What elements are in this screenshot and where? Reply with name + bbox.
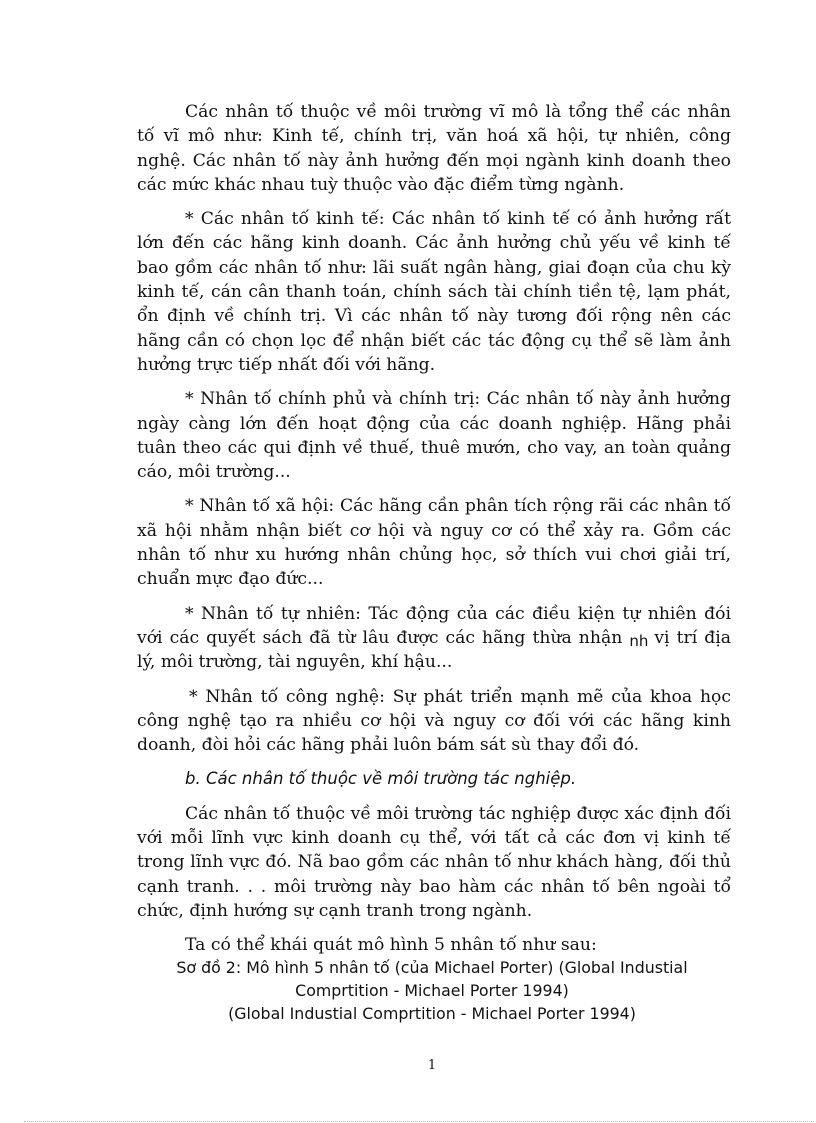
paragraph-five-forces-intro: Ta có thể khái quát mô hình 5 nhân tố như sau: — [185, 935, 597, 956]
caption-line-2: Comprtition - Michael Porter 1994) — [295, 981, 569, 1001]
natural-factors-text-end: vị trí địa lý, môi trường, tài nguyên, khí hậu... — [137, 627, 731, 673]
page-number: 1 — [427, 1058, 437, 1073]
paragraph-government-political-factors: * Nhân tố chính phủ và chính trị: Các nhân tố này ảnh hưởng ngày càng lớn đến hoạt động của các doanh nghiệp. Hãng phải tuân theo các qui định về thuế, thuê mướn, cho vay, an toàn quảng cáo, môi trường... — [137, 389, 731, 483]
paragraph-economic-factors: * Các nhân tố kinh tế: Các nhân tố kinh tế có ảnh hưởng rất lớn đến các hãng kinh doanh. Các ảnh hưởng chủ yếu về kinh tế bao gồm các nhân tố như: lãi suất ngân hàng, giai đoạn của chu kỳ kinh tế, cán cân thanh toán, chính sách tài chính tiền tệ, lạm phát, ổn định về chính trị. Vì các nhân tố này tương đối rộng nên các hãng cần có chọn lọc để nhận biết các tác động cụ thể sẽ làm ảnh hưởng trực tiếp nhất đối với hãng. — [137, 209, 731, 375]
natural-factors-text-start: * Nhân tố tự nhiên: Tác động của các điều kiện tự nhiên đói với các quyết sách đã từ lâu được các hãng thừa nhận — [137, 603, 731, 648]
inline-fragment: nh — [629, 631, 649, 650]
caption-line-1: Sơ đồ 2: Mô hình 5 nhân tố (của Michael Porter) (Global Industial — [176, 958, 688, 977]
paragraph-natural-factors — [137, 602, 731, 675]
section-heading-task-environment: b. Các nhân tố thuộc về môi trường tác nghiệp. — [185, 769, 577, 789]
diagram-caption — [137, 956, 727, 1026]
caption-line-3: (Global Industial Comprtition - Michael Porter 1994) — [228, 1004, 636, 1024]
paragraph-macro-environment: Các nhân tố thuộc về môi trường vĩ mô là tổng thể các nhân tố vĩ mô như: Kinh tế, chính trị, văn hoá xã hội, tự nhiên, công nghệ. Các nhân tố này ảnh hưởng đến mọi ngành kinh doanh theo các mức khác nhau tuỳ thuộc vào đặc điểm từng ngành. — [137, 102, 731, 195]
paragraph-technology-factors: * Nhân tố công nghệ: Sự phát triển mạnh mẽ của khoa học công nghệ tạo ra nhiều cơ hội và nguy cơ đối với các hãng kinh doanh, đòi hỏi các hãng phải luôn bám sát sù thay đổi đó. — [137, 686, 731, 756]
paragraph-task-environment: Các nhân tố thuộc về môi trường tác nghiệp được xác định đối với mỗi lĩnh vực kinh doanh cụ thể, với tất cả các đơn vị kinh tế trong lĩnh vực đó. Nã bao gồm các nhân tố như khách hàng, đối thủ cạnh tranh. . . môi trường này bao hàm các nhân tố bên ngoài tổ chức, định hướng sự cạnh tranh trong ngành. — [137, 803, 731, 921]
paragraph-social-factors: * Nhân tố xã hội: Các hãng cần phân tích rộng rãi các nhân tố xã hội nhằm nhận biết cơ hội và nguy cơ có thể xảy ra. Gồm các nhân tố như xu hướng nhân chủng học, sở thích vui chơi giải trí, chuẩn mực đạo đức... — [137, 496, 731, 590]
body-text — [137, 100, 731, 968]
page-bottom-divider — [24, 1121, 814, 1122]
